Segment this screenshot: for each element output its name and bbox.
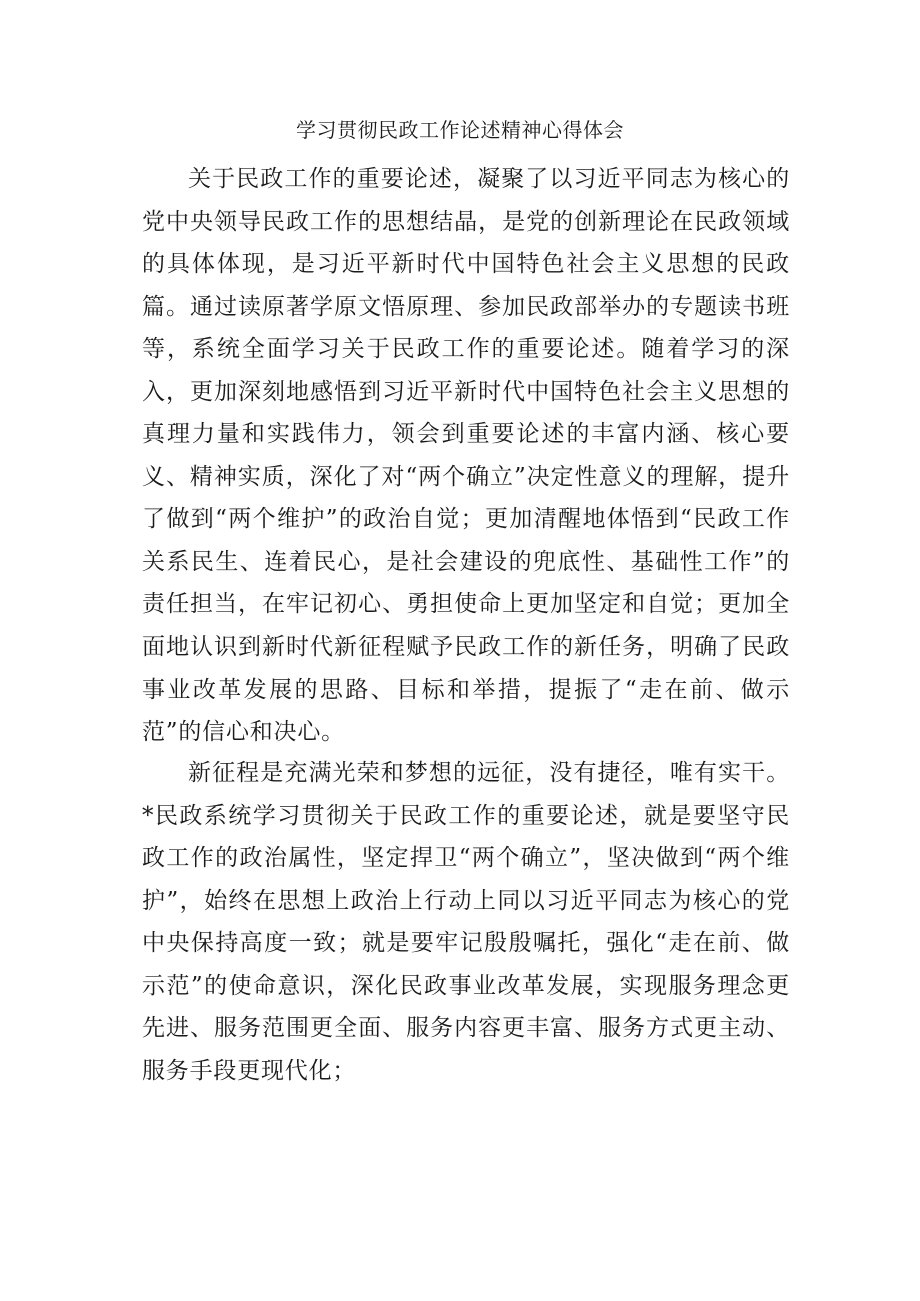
document-title: 学习贯彻民政工作论述精神心得体会 xyxy=(296,118,624,142)
paragraph-1: 关于民政工作的重要论述，凝聚了以习近平同志为核心的党中央领导民政工作的思想结晶，是党的创新理论在民政领域的具体体现，是习近平新时代中国特色社会主义思想的民政篇。通过读原著学原文悟原理、参加民政部举办的专题读书班等，系统全面学习关于民政工作的重要论述。随着学习的深入，更加深刻地感悟到习近平新时代中国特色社会主义思想的真理力量和实践伟力，领会到重要论述的丰富内涵、核心要义、精神实质，深化了对“两个确立”决定性意义的理解，提升了做到“两个维护”的政治自觉；更加清醒地体悟到“民政工作关系民生、连着民心，是社会建设的兜底性、基础性工作”的责任担当，在牢记初心、勇担使命上更加坚定和自觉；更加全面地认识到新时代新征程赋予民政工作的新任务，明确了民政事业改革发展的思路、目标和举措，提振了“走在前、做示范”的信心和决心。 xyxy=(142,166,790,746)
paragraph-2: 新征程是充满光荣和梦想的远征，没有捷径，唯有实干。*民政系统学习贯彻关于民政工作的重要论述，就是要坚守民政工作的政治属性，坚定捍卫“两个确立”，坚决做到“两个维护”，始终在思想上政治上行动上同以习近平同志为核心的党中央保持高度一致；就是要牢记殷殷嘱托，强化“走在前、做示范”的使命意识，深化民政事业改革发展，实现服务理念更先进、服务范围更全面、服务内容更丰富、服务方式更主动、服务手段更现代化； xyxy=(142,760,790,1084)
